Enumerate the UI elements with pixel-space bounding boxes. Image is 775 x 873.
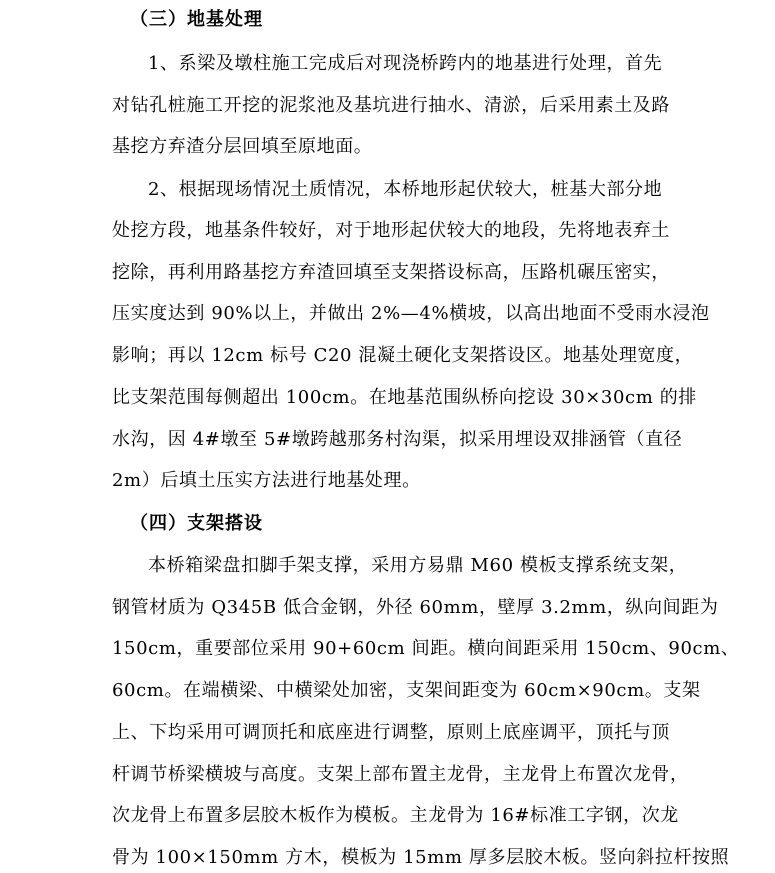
- paragraph-line: 处挖方段，地基条件较好，对于地形起伏较大的地段，先将地表弃土: [112, 220, 670, 241]
- paragraph-line: 对钻孔桩施工开挖的泥浆池及基坑进行抽水、清淤，后采用素土及路: [112, 95, 670, 116]
- paragraph-line: 影响；再以 12cm 标号 C20 混凝土硬化支架搭设区。地基处理宽度，: [112, 345, 694, 366]
- paragraph-line: 比支架范围每侧超出 100cm。在地基范围纵桥向挖设 30×30cm 的排: [112, 387, 697, 408]
- paragraph-line: 钢管材质为 Q345B 低合金钢，外径 60mm，壁厚 3.2mm，纵向间距为: [112, 597, 719, 618]
- paragraph-line: 挖除，再利用路基挖方弃渣回填至支架搭设标高，压路机碾压密实，: [112, 262, 670, 283]
- paragraph-line: 本桥箱梁盘扣脚手架支撑，采用方易鼎 M60 模板支撑系统支架，: [148, 555, 688, 576]
- paragraph-line: 1、系梁及墩柱施工完成后对现浇桥跨内的地基进行处理，首先: [148, 53, 663, 74]
- paragraph-line: 2m）后填土压实方法进行地基处理。: [112, 470, 421, 491]
- section-heading-scaffold: （四）支架搭设: [130, 513, 263, 534]
- paragraph-line: 骨为 100×150mm 方木，模板为 15mm 厚多层胶木板。竖向斜拉杆按照: [112, 847, 730, 868]
- paragraph-line: 基挖方弃渣分层回填至原地面。: [112, 136, 373, 157]
- paragraph-line: 杆调节桥梁横坡与高度。支架上部布置主龙骨，主龙骨上布置次龙骨，: [112, 764, 689, 785]
- paragraph-line: 水沟，因 4#墩至 5#墩跨越那务村沟渠，拟采用埋设双排涵管（直径: [112, 429, 683, 450]
- paragraph-line: 2、根据现场情况土质情况，本桥地形起伏较大，桩基大部分地: [148, 179, 663, 200]
- paragraph-line: 压实度达到 90%以上，并做出 2%—4%横坡，以高出地面不受雨水浸泡: [112, 303, 710, 324]
- paragraph-line: 次龙骨上布置多层胶木板作为模板。主龙骨为 16#标准工字钢，次龙: [112, 805, 679, 826]
- paragraph-line: 150cm，重要部位采用 90+60cm 间距。横向间距采用 150cm、90cm、: [112, 638, 740, 659]
- paragraph-line: 上、下均采用可调顶托和底座进行调整，原则上底座调平，顶托与顶: [112, 722, 670, 743]
- paragraph-line: 60cm。在端横梁、中横梁处加密，支架间距变为 60cm×90cm。支架: [112, 680, 701, 701]
- section-heading-foundation: （三）地基处理: [130, 9, 263, 30]
